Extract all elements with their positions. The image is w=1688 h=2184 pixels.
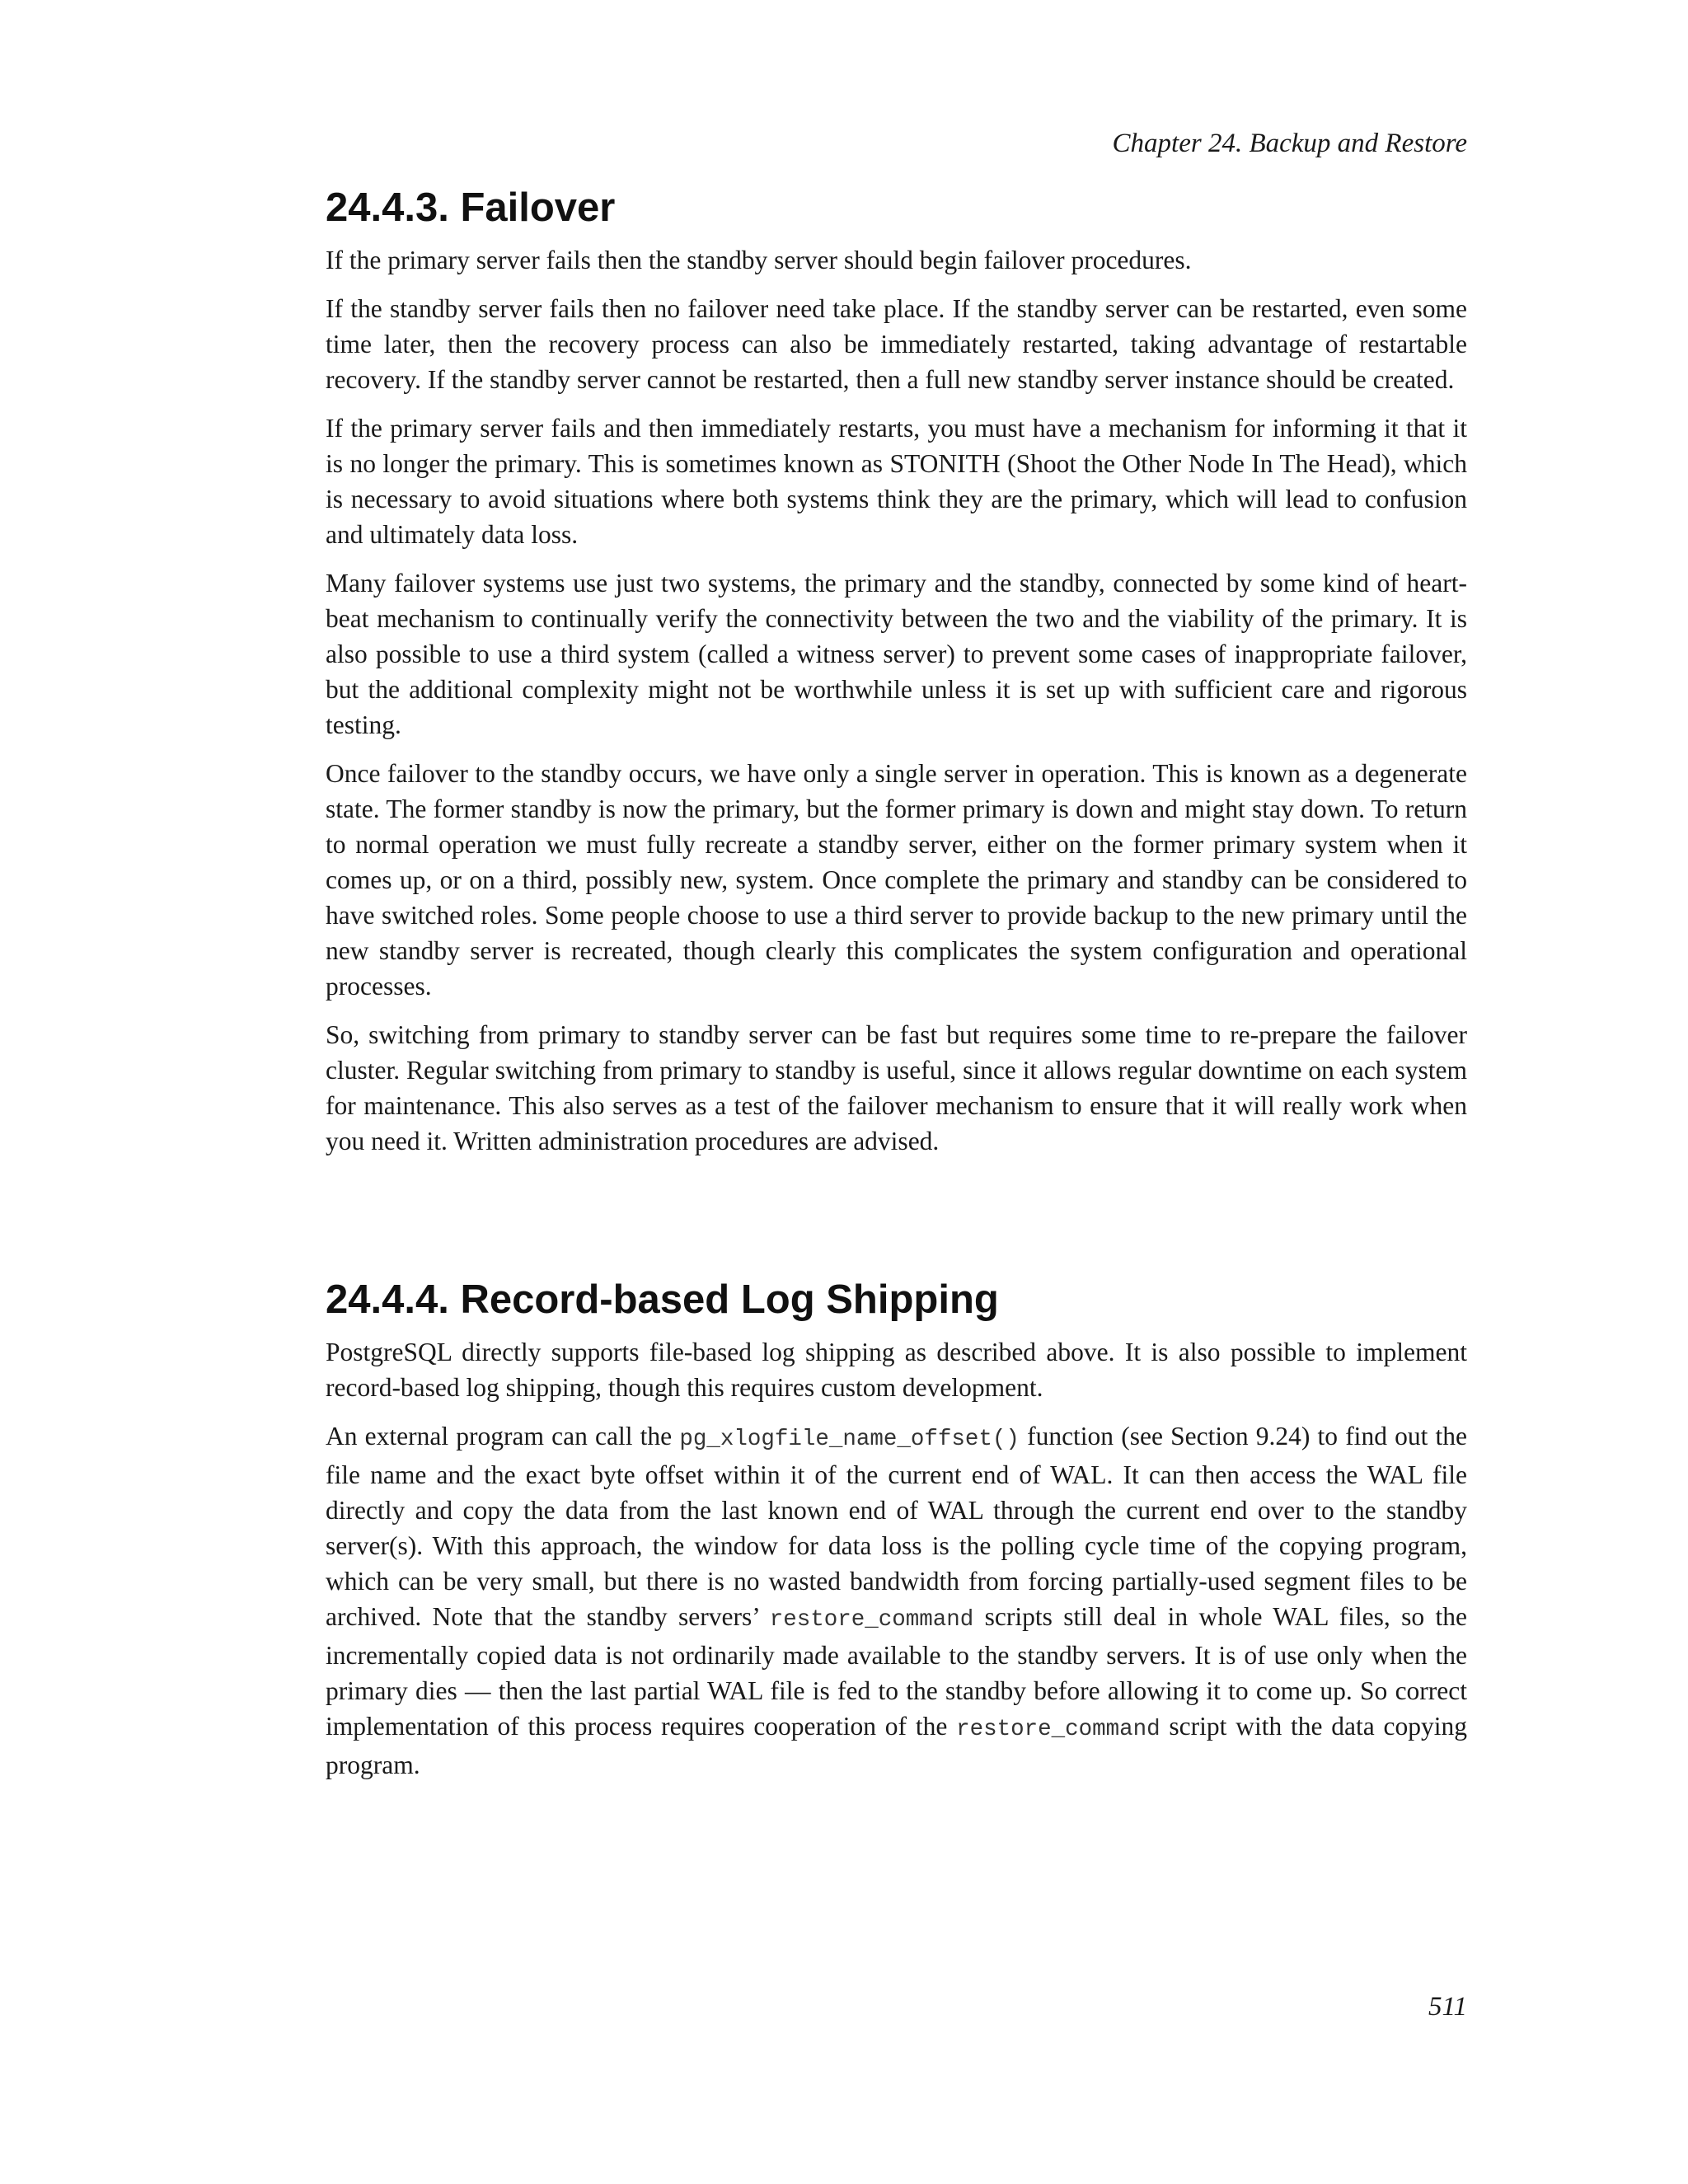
inline-code: pg_xlogfile_name_offset() [679,1427,1020,1452]
paragraph: If the primary server fails then the standby server should begin failover procedures. [326,246,1192,274]
paragraph: PostgreSQL directly supports file-based log shipping as described above. It is also possible to implement record-based log shipping, though this requires custom development. [326,1338,1467,1402]
paragraph: Many failover systems use just two systems, the primary and the standby, connected by some kind of heartbeat mechanism to continually verify the connectivity between the two and the viability of the primary. It is also possible to use a third system (called a witness server) to prevent some cases of inappropriate failover, but the additional complexity might not be worthwhile unless it is set up with sufficient care and rigorous testing. [326,569,1467,739]
document-page [326,0,1467,2184]
text-run: function (see Section 9.24) to find out the file name and the exact byte offset within it of the current end of WAL. It can then access the WAL file directly and copy the data from the last known end of WAL through the current end over to the standby server(s). With this approach, the window for data loss is the polling cycle time of the copying program, which can be very small, but there is no wasted bandwidth from forcing partially-used segment files to be archived. Note that the standby servers’ [326,1422,1468,1631]
text-run: scripts still deal in whole WAL files, so the incrementally copied data is not ordinarily made available to the standby servers. It is of use only when the primary dies — then the last partial WAL file is fed to the standby before allowing it to come up. So correct implementation of this process requires cooperation of the [326,1602,1467,1741]
section-failover [326,183,1467,1172]
page-number: 511 [1428,1992,1467,2022]
running-header: Chapter 24. Backup and Restore [1112,129,1467,158]
paragraph: So, switching from primary to standby server can be fast but requires some time to re-prepare the failover cluster. Regular switching from primary to standby is useful, since it allows regular downtime on each system for maintenance. This also serves as a test of the failover mechanism to ensure that it will really work when you need it. Written administration procedures are advised. [326,1020,1467,1155]
paragraph: If the standby server fails then no failover need take place. If the standby server can be restarted, even some time later, then the recovery process can also be immediately restarted, taking advantage of restartable recovery. If the standby server cannot be restarted, then a full new standby server instance should be created. [326,294,1467,394]
paragraph: If the primary server fails and then immediately restarts, you must have a mechanism for informing it that it is no longer the primary. This is sometimes known as STONITH (Shoot the Other Node In The Head), which is necessary to avoid situations where both systems think they are the primary, which will lead to confusion and ultimately data loss. [326,414,1467,549]
section-record-based-log-shipping [326,1275,1467,1796]
text-run: An external program can call the [326,1422,680,1451]
paragraph-with-code [326,1418,1467,1783]
inline-code: restore_command [769,1607,974,1633]
inline-code: restore_command [956,1717,1160,1742]
paragraph: Once failover to the standby occurs, we have only a single server in operation. This is known as a degenerate state. The former standby is now the primary, but the former primary is down and might stay down. To return to normal operation we must fully recreate a standby server, either on the former primary system when it comes up, or on a third, possibly new, system. Once complete the primary and standby can be considered to have switched roles. Some people choose to use a third server to provide backup to the new primary until the new standby server is recreated, though clearly this complicates the system configuration and operational processes. [326,759,1467,1001]
section-heading-log-shipping: 24.4.4. Record-based Log Shipping [326,1277,999,1322]
section-heading-failover: 24.4.3. Failover [326,185,616,230]
text-run: script with the data copying program. [326,1712,1467,1779]
